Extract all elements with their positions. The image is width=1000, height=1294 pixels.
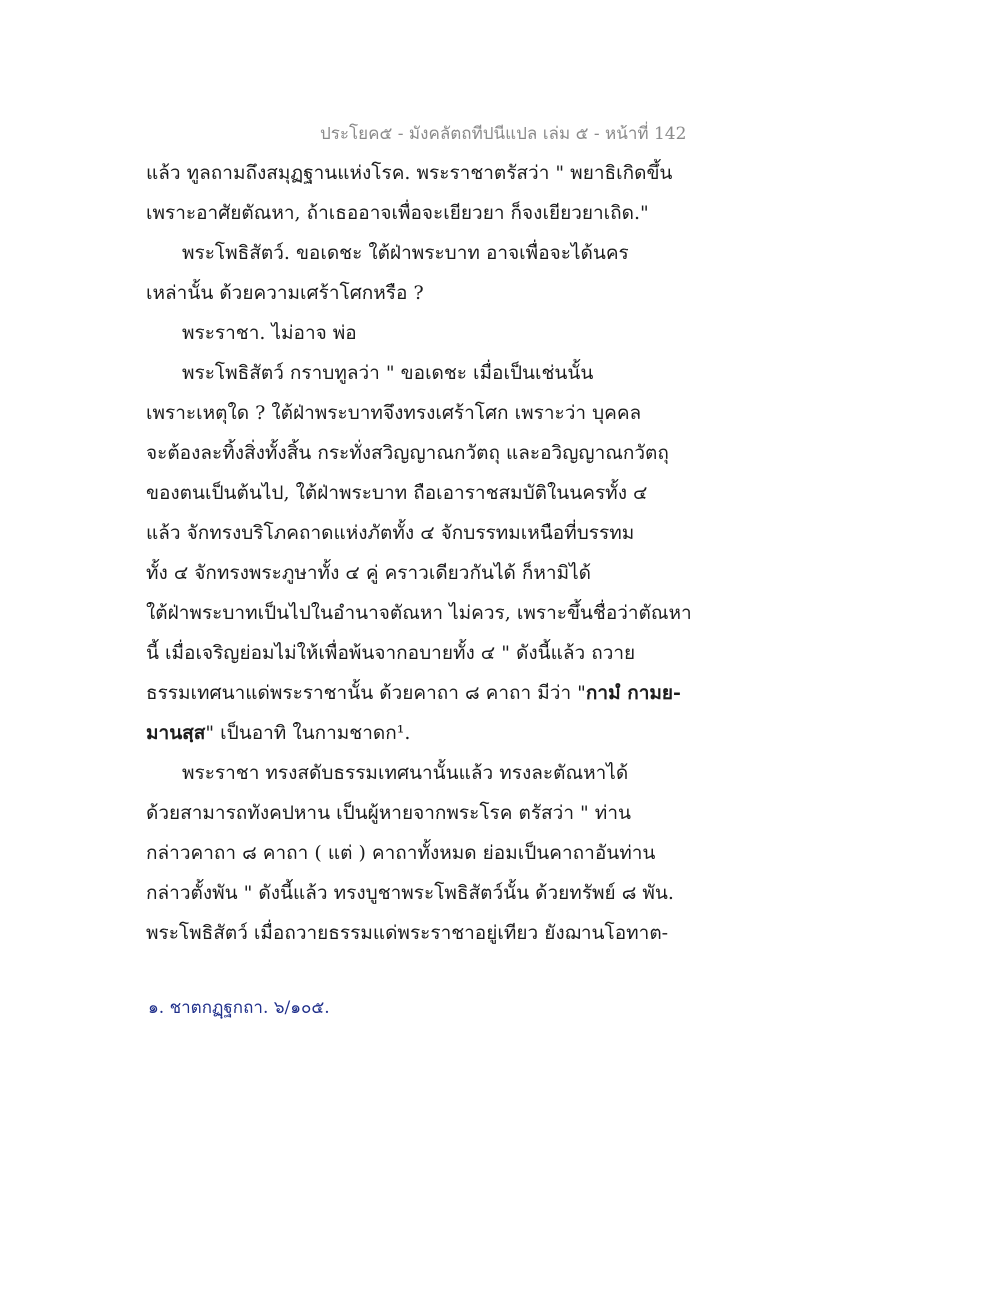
body-line [146, 720, 410, 746]
body-line: เพราะเหตุใด ? ใต้ฝ่าพระบาทจึงทรงเศร้าโศก เพราะว่า บุคคล [146, 402, 642, 424]
body-line: กล่าวคาถา ๘ คาถา ( แต่ ) คาถาทั้งหมด ย่อมเป็นคาถาอันท่าน [146, 842, 656, 864]
body-line: พระราชา ทรงสดับธรรมเทศนานั้นแล้ว ทรงละตัณหาได้ [182, 762, 629, 784]
body-line: เพราะอาศัยตัณหา, ถ้าเธออาจเพื่อจะเยียวยา ก็จงเยียวยาเถิด." [146, 202, 649, 224]
body-line: ใต้ฝ่าพระบาทเป็นไปในอำนาจตัณหา ไม่ควร, เพราะขึ้นชื่อว่าตัณหา [146, 602, 692, 624]
pali-quote-bold: กามํ กามย- [585, 682, 681, 704]
pali-quote-bold: มานสฺส [146, 722, 206, 744]
body-line [146, 680, 681, 706]
body-text: " เป็นอาทิ ในกามชาดก¹. [205, 722, 411, 744]
body-line: แล้ว ทูลถามถึงสมุฏฐานแห่งโรค. พระราชาตรัสว่า " พยาธิเกิดขึ้น [146, 162, 673, 184]
body-line: พระโพธิสัตว์ เมื่อถวายธรรมแด่พระราชาอยู่เทียว ยังฌานโอทาต- [146, 922, 669, 944]
body-line: ของตนเป็นต้นไป, ใต้ฝ่าพระบาท ถือเอาราชสมบัติในนครทั้ง ๔ [146, 482, 648, 504]
body-line: พระโพธิสัตว์. ขอเดชะ ใต้ฝ่าพระบาท อาจเพื่อจะได้นคร [182, 242, 629, 264]
body-line: พระโพธิสัตว์ กราบทูลว่า " ขอเดชะ เมื่อเป็นเช่นนั้น [182, 362, 594, 384]
body-line: ด้วยสามารถทังคปหาน เป็นผู้หายจากพระโรค ตรัสว่า " ท่าน [146, 802, 631, 824]
footnote: ๑. ชาตกฏฺฐกถา. ๖/๑๐๕. [148, 998, 330, 1018]
body-line: ทั้ง ๔ จักทรงพระภูษาทั้ง ๔ คู่ คราวเดียวกันได้ ก็หามิได้ [146, 562, 591, 584]
body-line: พระราชา. ไม่อาจ พ่อ [182, 322, 357, 344]
body-text: ธรรมเทศนาแด่พระราชานั้น ด้วยคาถา ๘ คาถา มีว่า " [146, 682, 586, 704]
body-line: จะต้องละทิ้งสิ่งทั้งสิ้น กระทั่งสวิญญาณกวัตถุ และอวิญญาณกวัตถุ [146, 442, 669, 464]
body-line: นี้ เมื่อเจริญย่อมไม่ให้เพื่อพ้นจากอบายทั้ง ๔ " ดังนี้แล้ว ถวาย [146, 642, 636, 664]
body-line: แล้ว จักทรงบริโภคถาดแห่งภัตทั้ง ๔ จักบรรทมเหนือที่บรรทม [146, 522, 635, 544]
body-line: กล่าวตั้งพัน " ดังนี้แล้ว ทรงบูชาพระโพธิสัตว์นั้น ด้วยทรัพย์ ๘ พัน. [146, 882, 674, 904]
running-header: ประโยค๕ - มังคลัตถทีปนีแปล เล่ม ๕ - หน้าที่ 142 [320, 124, 687, 144]
body-line: เหล่านั้น ด้วยความเศร้าโศกหรือ ? [146, 282, 424, 304]
